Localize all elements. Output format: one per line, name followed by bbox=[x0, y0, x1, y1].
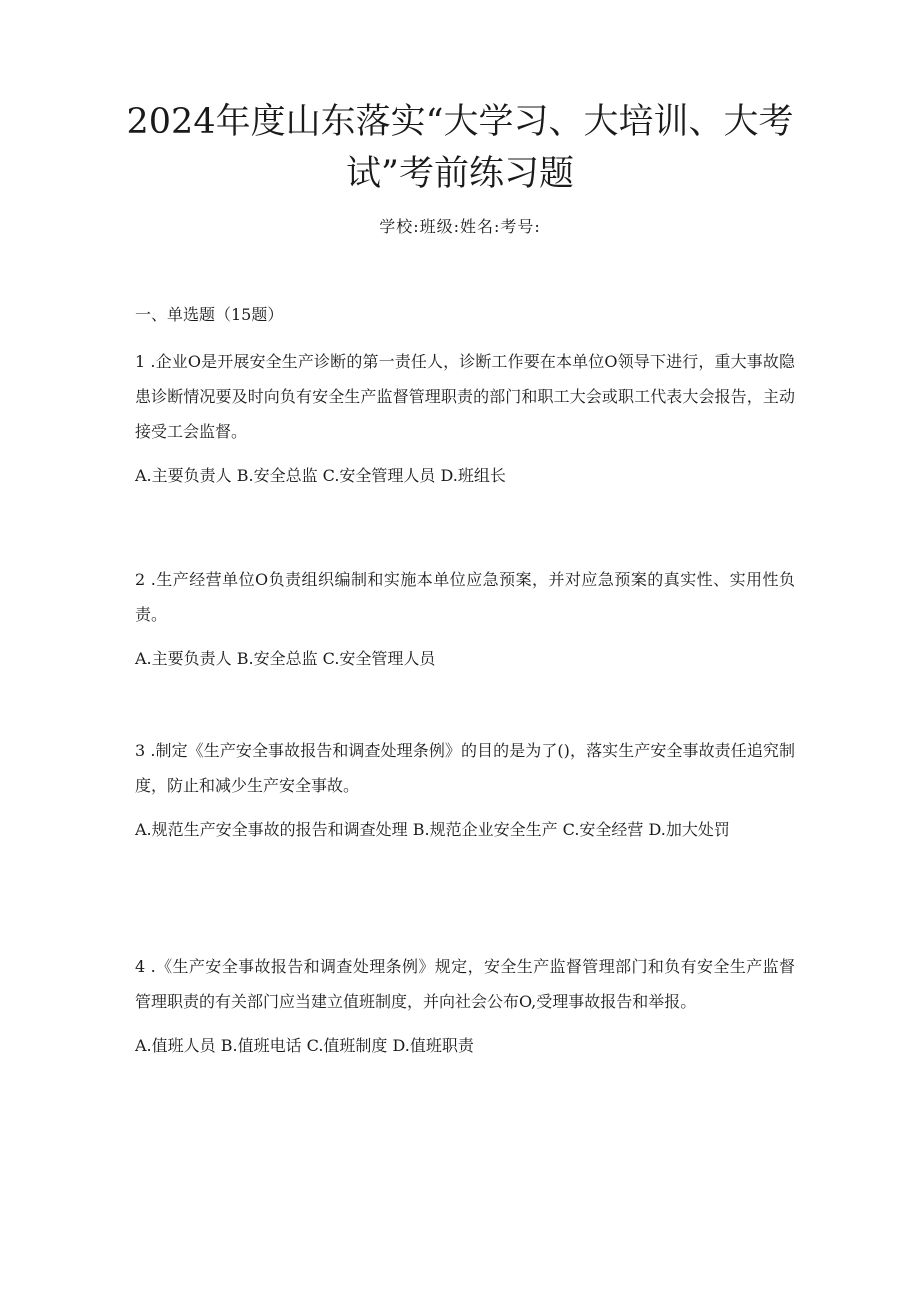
question-2 bbox=[135, 562, 795, 676]
question-stem: 2 .生产经营单位O负责组织编制和实施本单位应急预案，并对应急预案的真实性、实用性负责。 bbox=[135, 570, 795, 624]
question-4 bbox=[135, 949, 795, 1063]
title-line-2: 试”考前练习题 bbox=[346, 154, 574, 194]
student-info-line: 学校:班级:姓名:考号: bbox=[379, 217, 541, 236]
question-1 bbox=[135, 344, 795, 493]
title-line-1: 2024年度山东落实“大学习、大培训、大考 bbox=[126, 102, 794, 142]
document-title bbox=[120, 96, 800, 200]
question-options: A.规范生产安全事故的报告和调查处理 B.规范企业安全生产 C.安全经营 D.加大处罚 bbox=[135, 820, 730, 839]
question-stem: 1 .企业O是开展安全生产诊断的第一责任人，诊断工作要在本单位O领导下进行，重大事故隐患诊断情况要及时向负有安全生产监督管理职责的部门和职工大会或职工代表大会报告，主动接受工会监督。 bbox=[135, 352, 795, 441]
section-heading: 一、单选题（15题） bbox=[135, 305, 284, 324]
question-stem: 3 .制定《生产安全事故报告和调查处理条例》的目的是为了()，落实生产安全事故责任追究制度，防止和减少生产安全事故。 bbox=[135, 741, 795, 795]
question-options: A.主要负责人 B.安全总监 C.安全管理人员 D.班组长 bbox=[135, 466, 506, 485]
question-stem: 4 .《生产安全事故报告和调查处理条例》规定，安全生产监督管理部门和负有安全生产监督管理职责的有关部门应当建立值班制度，并向社会公布O,受理事故报告和举报。 bbox=[135, 957, 795, 1011]
question-options: A.值班人员 B.值班电话 C.值班制度 D.值班职责 bbox=[135, 1036, 474, 1055]
question-3 bbox=[135, 733, 795, 847]
question-options: A.主要负责人 B.安全总监 C.安全管理人员 bbox=[135, 649, 436, 668]
